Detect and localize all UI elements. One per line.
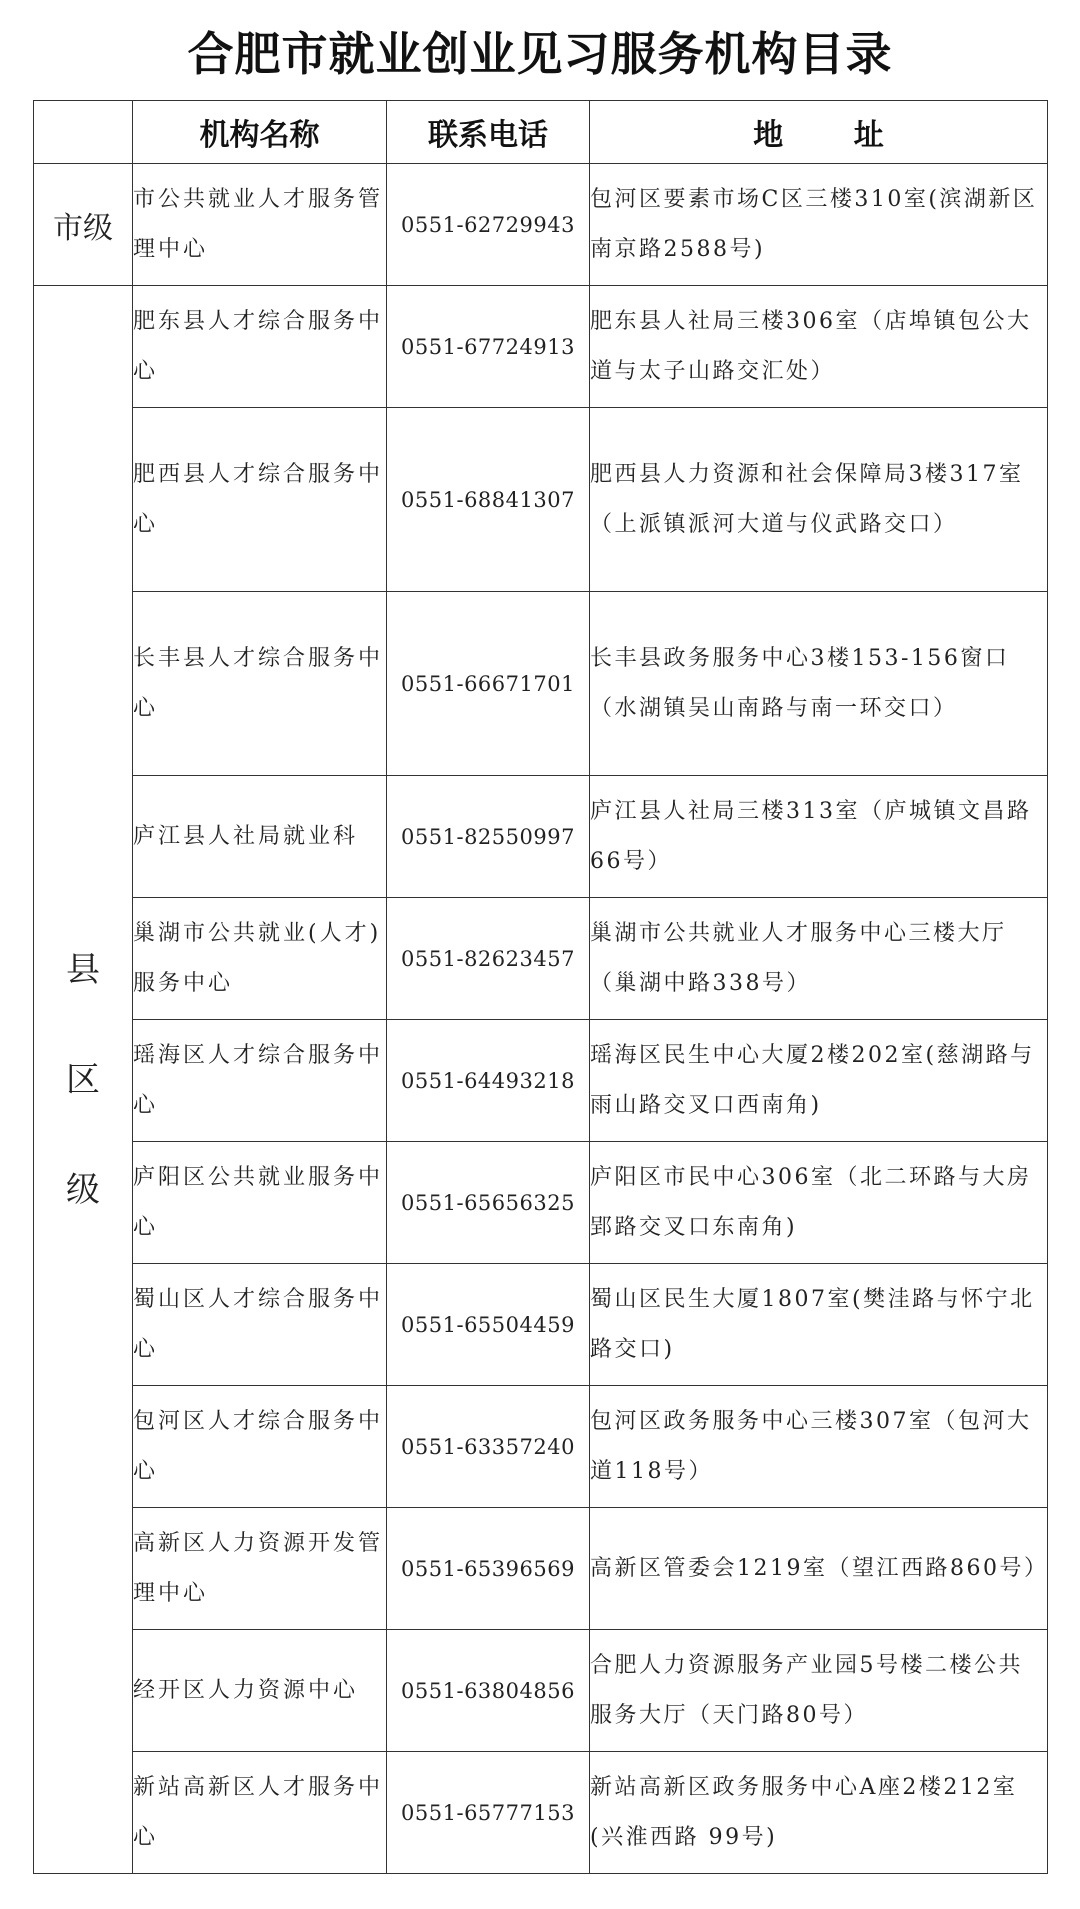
header-category xyxy=(34,101,133,164)
level-county-char: 区 xyxy=(66,1059,100,1100)
org-name: 巢湖市公共就业(人才)服务中心 xyxy=(133,898,387,1020)
org-name: 长丰县人才综合服务中心 xyxy=(133,592,387,776)
table-row xyxy=(34,286,1048,408)
header-address-text: 地 址 xyxy=(753,118,914,153)
table-row xyxy=(34,592,1048,776)
org-phone: 0551-63357240 xyxy=(387,1386,590,1508)
org-phone: 0551-65777153 xyxy=(387,1752,590,1874)
level-county-char: 级 xyxy=(66,1169,100,1210)
org-name: 经开区人力资源中心 xyxy=(133,1630,387,1752)
header-name: 机构名称 xyxy=(133,101,387,164)
header-address xyxy=(590,101,1048,164)
org-phone: 0551-67724913 xyxy=(387,286,590,408)
table-row xyxy=(34,1630,1048,1752)
org-address: 庐阳区市民中心306室（北二环路与大房郢路交叉口东南角) xyxy=(590,1142,1048,1264)
level-county xyxy=(34,286,133,1874)
table-row xyxy=(34,1386,1048,1508)
org-address: 包河区要素市场C区三楼310室(滨湖新区南京路2588号) xyxy=(590,164,1048,286)
org-address: 合肥人力资源服务产业园5号楼二楼公共服务大厅（天门路80号） xyxy=(590,1630,1048,1752)
table-row xyxy=(34,1752,1048,1874)
org-address: 高新区管委会1219室（望江西路860号） xyxy=(590,1508,1048,1630)
org-name: 包河区人才综合服务中心 xyxy=(133,1386,387,1508)
org-phone: 0551-82550997 xyxy=(387,776,590,898)
table-row xyxy=(34,1142,1048,1264)
header-row xyxy=(34,101,1048,164)
org-address: 蜀山区民生大厦1807室(樊洼路与怀宁北路交口) xyxy=(590,1264,1048,1386)
table-row xyxy=(34,1020,1048,1142)
header-phone: 联系电话 xyxy=(387,101,590,164)
level-city: 市级 xyxy=(34,164,133,286)
page-title: 合肥市就业创业见习服务机构目录 xyxy=(187,27,893,81)
org-address: 肥西县人力资源和社会保障局3楼317室（上派镇派河大道与仪武路交口） xyxy=(590,408,1048,592)
directory-table xyxy=(33,100,1048,1874)
org-phone: 0551-62729943 xyxy=(387,164,590,286)
org-name: 瑶海区人才综合服务中心 xyxy=(133,1020,387,1142)
org-phone: 0551-65396569 xyxy=(387,1508,590,1630)
org-phone: 0551-65656325 xyxy=(387,1142,590,1264)
table-row xyxy=(34,408,1048,592)
level-county-char: 县 xyxy=(66,949,100,990)
org-address: 巢湖市公共就业人才服务中心三楼大厅（巢湖中路338号） xyxy=(590,898,1048,1020)
org-name: 高新区人力资源开发管理中心 xyxy=(133,1508,387,1630)
org-name: 肥西县人才综合服务中心 xyxy=(133,408,387,592)
table-row xyxy=(34,1264,1048,1386)
org-address: 长丰县政务服务中心3楼153-156窗口（水湖镇吴山南路与南一环交口） xyxy=(590,592,1048,776)
org-address: 庐江县人社局三楼313室（庐城镇文昌路66号） xyxy=(590,776,1048,898)
org-phone: 0551-63804856 xyxy=(387,1630,590,1752)
org-name: 蜀山区人才综合服务中心 xyxy=(133,1264,387,1386)
table-row xyxy=(34,1508,1048,1630)
org-phone: 0551-66671701 xyxy=(387,592,590,776)
org-name: 肥东县人才综合服务中心 xyxy=(133,286,387,408)
org-address: 新站高新区政务服务中心A座2楼212室(兴淮西路 99号) xyxy=(590,1752,1048,1874)
org-phone: 0551-68841307 xyxy=(387,408,590,592)
table-row xyxy=(34,776,1048,898)
org-name: 庐江县人社局就业科 xyxy=(133,776,387,898)
table-row xyxy=(34,898,1048,1020)
org-name: 新站高新区人才服务中心 xyxy=(133,1752,387,1874)
org-name: 市公共就业人才服务管理中心 xyxy=(133,164,387,286)
org-phone: 0551-82623457 xyxy=(387,898,590,1020)
org-address: 瑶海区民生中心大厦2楼202室(慈湖路与雨山路交叉口西南角) xyxy=(590,1020,1048,1142)
org-address: 包河区政务服务中心三楼307室（包河大道118号） xyxy=(590,1386,1048,1508)
org-phone: 0551-65504459 xyxy=(387,1264,590,1386)
org-name: 庐阳区公共就业服务中心 xyxy=(133,1142,387,1264)
org-address: 肥东县人社局三楼306室（店埠镇包公大道与太子山路交汇处） xyxy=(590,286,1048,408)
org-phone: 0551-64493218 xyxy=(387,1020,590,1142)
table-row xyxy=(34,164,1048,286)
